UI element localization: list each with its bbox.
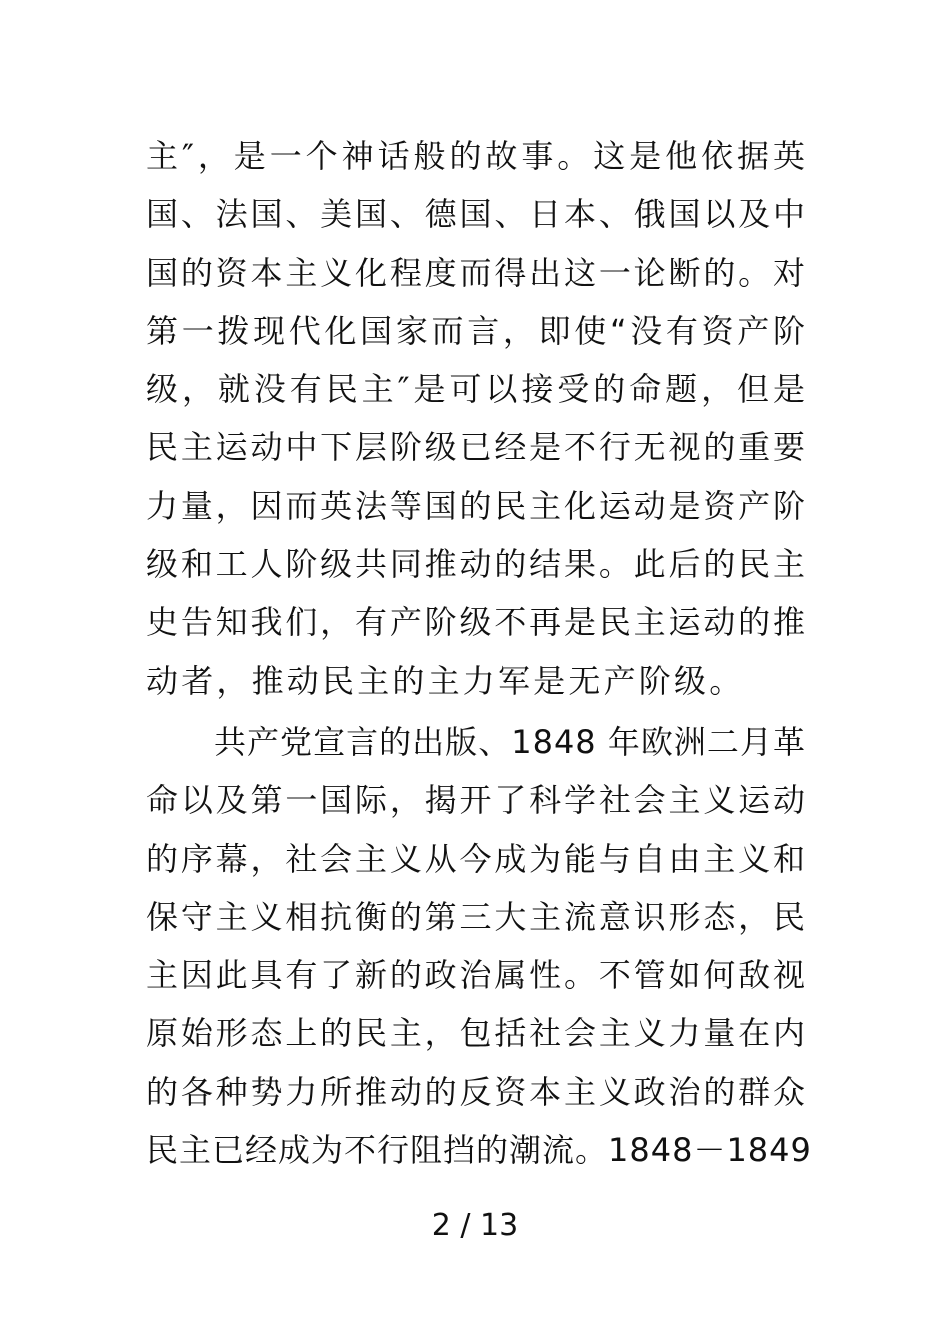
text-line: 级和工人阶级共同推动的结果。此后的民主 bbox=[146, 545, 806, 584]
text-line: 级，就没有民主″是可以接受的命题，但是 bbox=[146, 370, 806, 409]
text-line: 动者，推动民主的主力军是无产阶级。 bbox=[146, 661, 745, 700]
text-line: 原始形态上的民主，包括社会主义力量在内 bbox=[146, 1014, 806, 1053]
text-line: 保守主义相抗衡的第三大主流意识形态，民 bbox=[146, 897, 806, 936]
text-line: 国、法国、美国、德国、日本、俄国以及中 bbox=[146, 195, 806, 234]
text-line: 民主已经成为不行阻挡的潮流。1848－1849 bbox=[146, 1131, 812, 1170]
text-line: 史告知我们，有产阶级不再是民主运动的推 bbox=[146, 603, 806, 642]
text-line: 共产党宣言的出版、1848 年欧洲二月革 bbox=[214, 723, 806, 761]
paragraph-1 bbox=[146, 127, 806, 710]
text-line: 主″，是一个神话般的故事。这是他依据英 bbox=[146, 137, 806, 175]
text-line: 第一拨现代化国家而言，即使“没有资产阶 bbox=[146, 311, 806, 350]
page-number: 2 / 13 bbox=[431, 1208, 519, 1243]
text-line: 命以及第一国际，揭开了科学社会主义运动 bbox=[146, 781, 806, 820]
text-line: 国的资本主义化程度而得出这一论断的。对 bbox=[146, 253, 806, 292]
text-line: 主因此具有了新的政治属性。不管如何敌视 bbox=[146, 956, 806, 995]
text-line: 民主运动中下层阶级已经是不行无视的重要 bbox=[146, 428, 806, 467]
text-line: 的序幕，社会主义从今成为能与自由主义和 bbox=[146, 839, 806, 878]
paragraph-2 bbox=[146, 713, 812, 1179]
text-line: 力量，因而英法等国的民主化运动是资产阶 bbox=[146, 486, 806, 525]
text-line: 的各种势力所推动的反资本主义政治的群众 bbox=[146, 1072, 806, 1111]
